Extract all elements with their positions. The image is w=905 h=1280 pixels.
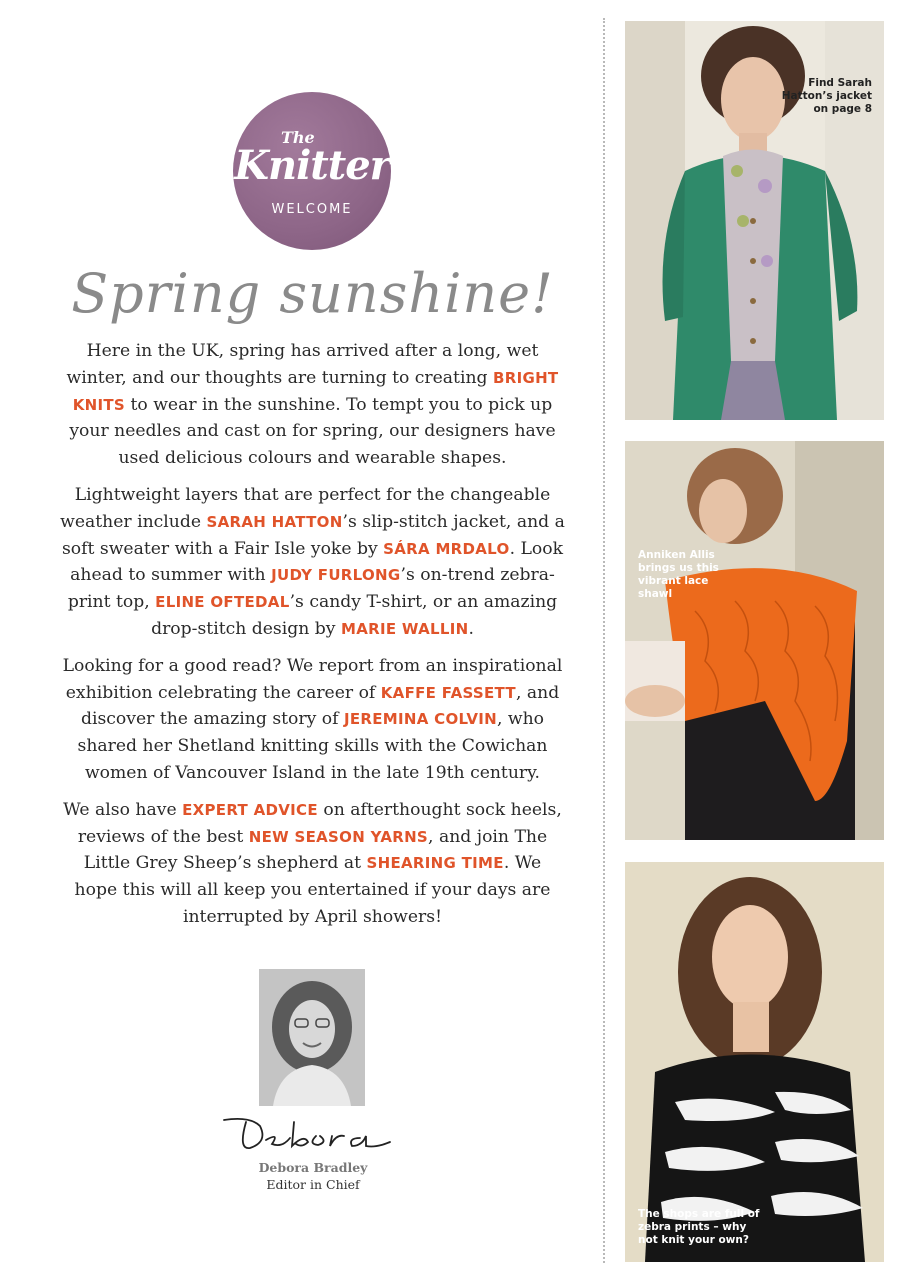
- paragraph-text: ’s on-trend zebra-print top,: [67, 565, 555, 613]
- paragraph-text: Looking for a good read? We report from an inspirational exhibition celebrating the career of: [62, 655, 563, 703]
- logo-the-text: The: [281, 128, 315, 147]
- paragraph-text: . Look ahead to summer with: [70, 538, 564, 586]
- highlighted-name: SÁRA MRDALO: [383, 539, 510, 558]
- logo-knitter-text: Knitter: [234, 142, 390, 189]
- editor-portrait-icon: [259, 969, 365, 1106]
- editor-signature: [220, 1112, 395, 1158]
- paragraph-text: , who shared her Shetland knitting skills with the Cowichan women of Vancouver Island in the late 19th century.: [77, 709, 548, 783]
- editorial-paragraph: [60, 653, 565, 787]
- highlighted-name: BRIGHT KNITS: [72, 368, 559, 414]
- highlighted-name: EXPERT ADVICE: [182, 800, 318, 819]
- editorial-body: [60, 338, 565, 941]
- paragraph-text: ’s candy T-shirt, or an amazing drop-stitch design by: [151, 592, 558, 639]
- photo-orange-shawl: [625, 441, 884, 840]
- paragraph-text: .: [468, 618, 474, 639]
- logo-section-label: WELCOME: [271, 202, 353, 217]
- woman-zebra-print-top-photo-icon: [625, 862, 884, 1262]
- highlighted-name: MARIE WALLIN: [340, 619, 469, 638]
- photo-green-cardigan: [625, 21, 884, 420]
- editor-title: Editor in Chief: [266, 1177, 360, 1192]
- paragraph-text: to wear in the sunshine. To tempt you to pick up your needles and cast on for spring, our designers have used delicious colours and wearable shapes.: [69, 394, 556, 469]
- highlighted-name: NEW SEASON YARNS: [248, 827, 429, 846]
- paragraph-text: on afterthought sock heels, reviews of the best: [77, 799, 562, 847]
- editorial-paragraph: [60, 797, 565, 931]
- highlighted-name: KAFFE FASSETT: [380, 683, 516, 702]
- paragraph-text: Here in the UK, spring has arrived after a long, wet winter, and our thoughts are turning to creating: [66, 341, 539, 388]
- editorial-paragraph: [60, 338, 565, 472]
- paragraph-text: Lightweight layers that are perfect for the changeable weather include: [60, 484, 551, 532]
- photo-zebra-top: [625, 862, 884, 1262]
- column-divider: [603, 18, 605, 1263]
- highlighted-name: ELINE OFTEDAL: [155, 593, 290, 612]
- photo-caption-3: The shops are full of zebra prints – why not knit your own?: [638, 1208, 760, 1246]
- signature-icon: [220, 1112, 395, 1158]
- paragraph-text: . We hope this will all keep you entertained if your days are interrupted by April showers!: [74, 853, 551, 927]
- photo-caption-1: Find Sarah Hatton’s jacket on page 8: [781, 77, 872, 115]
- highlighted-name: SHEARING TIME: [366, 854, 504, 873]
- editor-name: Debora Bradley: [258, 1160, 368, 1175]
- editorial-paragraph: [60, 482, 565, 643]
- highlighted-name: SARAH HATTON: [206, 512, 343, 531]
- paragraph-text: We also have: [63, 799, 183, 820]
- paragraph-text: ’s slip-stitch jacket, and a soft sweater with a Fair Isle yoke by: [61, 511, 565, 559]
- page-headline: Spring sunshine!: [71, 262, 554, 325]
- paragraph-text: , and join The Little Grey Sheep’s shepherd at: [83, 826, 548, 874]
- woman-orange-lace-shawl-photo-icon: [625, 441, 884, 840]
- editor-portrait-photo: [259, 969, 365, 1106]
- highlighted-name: JEREMINA COLVIN: [343, 710, 497, 729]
- the-knitter-welcome-logo: [233, 92, 391, 250]
- photo-caption-2: Anniken Allis brings us this vibrant lace shawl: [638, 549, 719, 600]
- paragraph-text: , and discover the amazing story of: [80, 682, 560, 730]
- highlighted-name: JUDY FURLONG: [271, 566, 401, 585]
